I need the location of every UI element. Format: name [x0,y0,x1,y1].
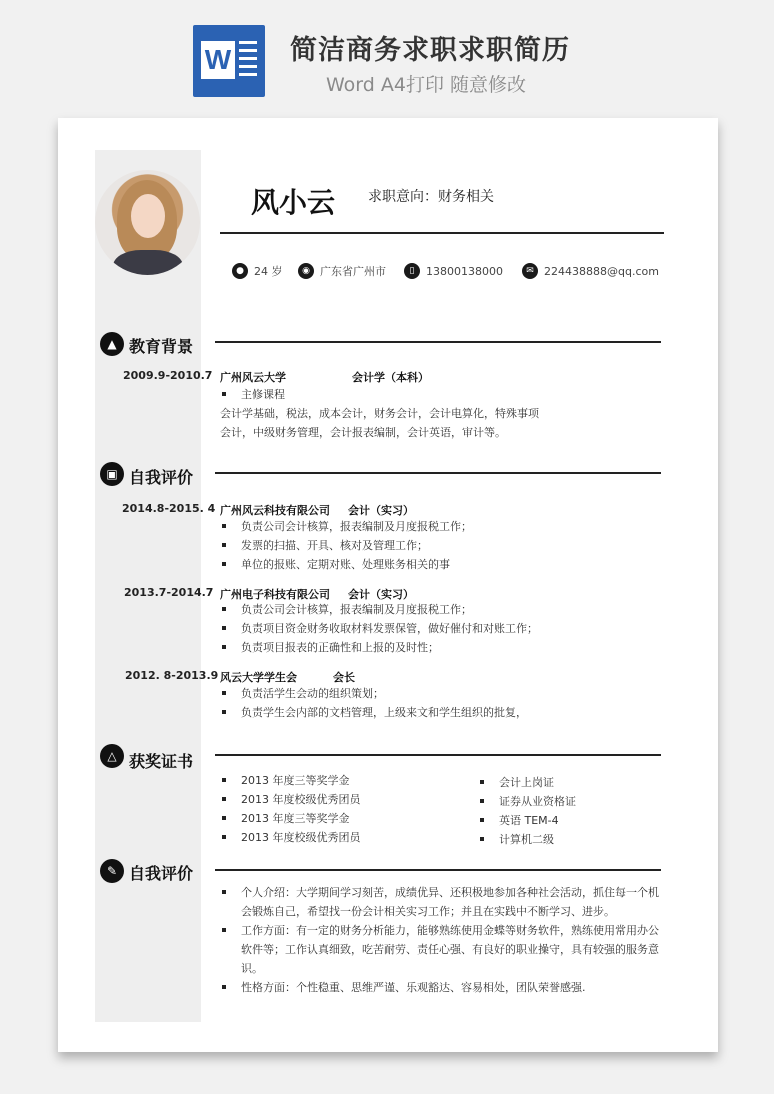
exp-date: 2013.7-2014.7 [124,586,214,599]
list-item: 单位的报账、定期对账、处理账务相关的事 [220,555,472,574]
school-name: 广州风云大学 [220,371,286,384]
info-phone [404,263,503,279]
list-item: 负责公司会计核算，报表编制及月度报税工作； [220,600,538,619]
section-divider [215,472,661,474]
list-item: 工作方面：有一定的财务分析能力，能够熟练使用金蝶等财务软件，熟练使用常用办公软件等；工作认真细致，吃苦耐劳、责任心强、有良好的职业操守，具有较强的服务意识。 [220,921,668,978]
resume-page [58,118,718,1052]
section-title-education: 教育背景 [129,337,194,356]
list-item: 负责项目报表的正确性和上报的及时性； [220,638,538,657]
list-item: 会计上岗证 [478,773,576,792]
list-item: 主修课程 [220,385,285,404]
email-text: 224438888@qq.com [544,264,659,278]
candidate-name: 风小云 [251,186,336,219]
banner-subtitle: Word A4打印 随意修改 [326,74,527,96]
company-name: 广州电子科技有限公司 [220,588,330,601]
courses-line-1: 会计学基础，税法，成本会计，财务会计，会计电算化，特殊事项 [220,407,539,420]
email-icon: ✉ [522,263,538,279]
list-item: 负责项目资金财务收取材料发票保管，做好催付和对账工作； [220,619,538,638]
section-divider [215,341,661,343]
banner-title: 简洁商务求职求职简历 [290,35,570,66]
list-item: 证券从业资格证 [478,792,576,811]
job-role: 会计（实习） [348,504,414,517]
exp-bullets [220,600,538,657]
profile-photo [95,170,200,275]
person-icon: ● [232,263,248,279]
edu-date: 2009.9-2010.7 [123,369,213,382]
word-icon-letter: W [201,41,235,79]
edit-pencil-icon: ✎ [100,859,124,883]
list-item: 2013 年度三等奖学金 [220,809,361,828]
courses-line-2: 会计，中级财务管理，会计报表编制，会计英语，审计等。 [220,426,506,439]
info-age [232,263,283,279]
job-role: 会计（实习） [348,588,414,601]
org-name: 风云大学学生会 [220,671,297,684]
edu-bullets [220,385,285,404]
major: 会计学（本科） [352,371,429,384]
exp-bullets [220,517,472,574]
graduation-cap-icon: ▲ [100,332,124,356]
list-item: 2013 年度三等奖学金 [220,771,361,790]
section-title-experience: 自我评价 [129,468,194,487]
location-pin-icon: ◉ [298,263,314,279]
list-item: 性格方面：个性稳重、思维严谨、乐观豁达、容易相处，团队荣誉感强. [220,978,668,997]
info-location [298,263,386,279]
phone-icon: ▯ [404,263,420,279]
page-banner [0,0,774,110]
location-text: 广东省广州市 [320,265,386,278]
word-document-icon [193,25,265,97]
list-item: 负责学生会内部的文档管理，上级来文和学生组织的批复， [220,703,527,722]
briefcase-icon: ▣ [100,462,124,486]
exp-header [220,502,414,518]
exp-date: 2012. 8-2013.9 [125,669,219,682]
awards-left-list [220,771,361,847]
exp-bullets [220,684,527,722]
section-title-self-eval: 自我评价 [129,864,194,883]
edu-header [220,369,429,385]
info-email [522,263,659,279]
list-item: 2013 年度校级优秀团员 [220,828,361,847]
job-intent: 求职意向：财务相关 [368,189,494,205]
section-divider [215,869,661,871]
list-item: 个人介绍：大学期间学习刻苦，成绩优异、还积极地参加各种社会活动，抓住每一个机会锻炼自己，希望找一份会计相关实习工作；并且在实践中不断学习、进步。 [220,883,668,921]
section-title-awards: 获奖证书 [129,752,194,771]
awards-right-list [478,773,576,849]
phone-text: 13800138000 [426,264,503,278]
list-item: 2013 年度校级优秀团员 [220,790,361,809]
self-eval-list [220,883,668,997]
list-item: 发票的扫描、开具、核对及管理工作； [220,536,472,555]
header-divider [220,232,664,234]
exp-header [220,669,355,685]
list-item: 负责公司会计核算，报表编制及月度报税工作； [220,517,472,536]
age-text: 24 岁 [254,265,283,278]
org-role: 会长 [333,671,355,684]
list-item: 负责活学生会动的组织策划； [220,684,527,703]
section-divider [215,754,661,756]
exp-date: 2014.8-2015. 4 [122,502,216,515]
flask-icon: △ [100,744,124,768]
list-item: 计算机二级 [478,830,576,849]
company-name: 广州风云科技有限公司 [220,504,330,517]
list-item: 英语 TEM-4 [478,811,576,830]
